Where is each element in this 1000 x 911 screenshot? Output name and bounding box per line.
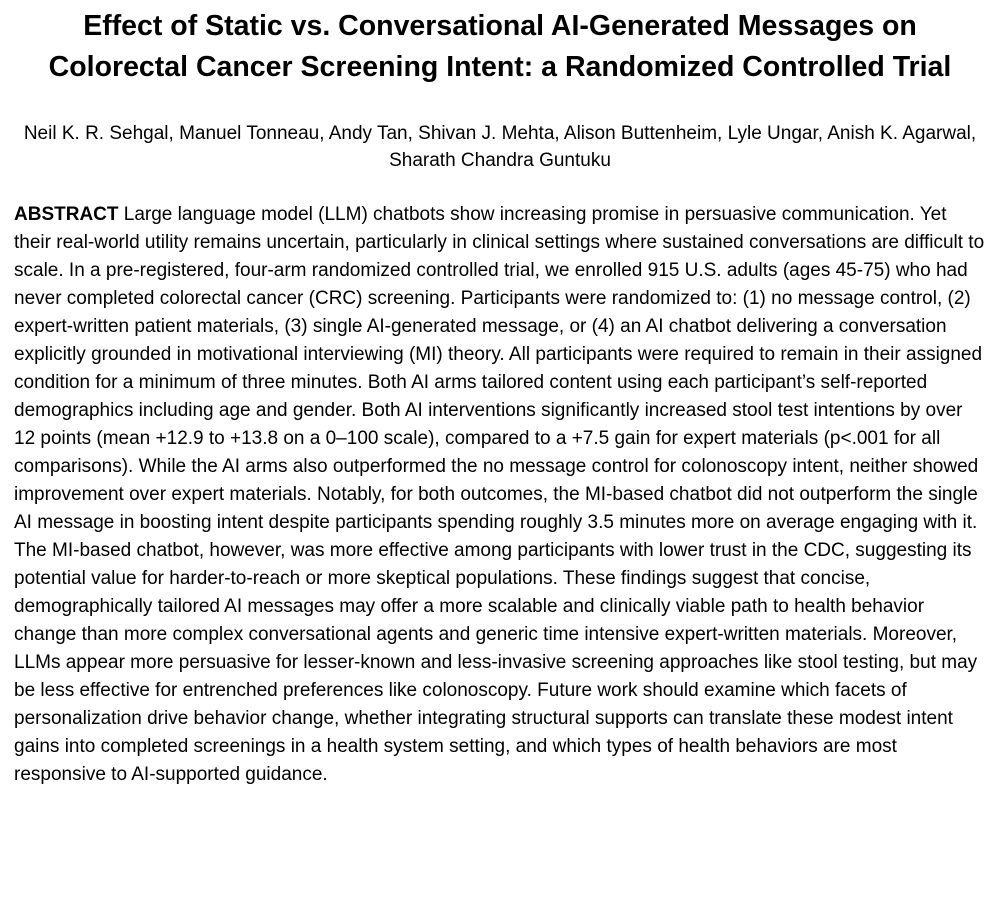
abstract (14, 201, 986, 789)
author-list: Neil K. R. Sehgal, Manuel Tonneau, Andy Tan, Shivan J. Mehta, Alison Buttenheim, Lyle Ungar, Anish K. Agarwal, Sharath Chandra Guntuku (23, 123, 977, 171)
paper-title: Effect of Static vs. Conversational AI-Generated Messages on Colorectal Cancer Screening Intent: a Randomized Controlled Trial (48, 10, 952, 83)
abstract-label: ABSTRACT (14, 204, 119, 225)
abstract-text: Large language model (LLM) chatbots show increasing promise in persuasive communication. Yet their real-world utility remains uncertain, particularly in clinical settings where sustained conversations are difficult to scale. In a pre-registered, four-arm randomized controlled trial, we enrolled 915 U.S. adults (ages 45-75) who had never completed colorectal cancer (CRC) screening. Participants were randomized to: (1) no message control, (2) expert-written patient materials, (3) single AI-generated message, or (4) an AI chatbot delivering a conversation explicitly grounded in motivational interviewing (MI) theory. All participants were required to remain in their assigned condition for a minimum of three minutes. Both AI arms tailored content using each participant’s self-reported demographics including age and gender. Both AI interventions significantly increased stool test intentions by over 12 points (mean +12.9 to +13.8 on a 0–100 scale), compared to a +7.5 gain for expert materials (p<.001 for all comparisons). While the AI arms also outperformed the no message control for colonoscopy intent, neither showed improvement over expert materials. Notably, for both outcomes, the MI-based chatbot did not outperform the single AI message in boosting intent despite participants spending roughly 3.5 minutes more on average engaging with it. The MI-based chatbot, however, was more effective among participants with lower trust in the CDC, suggesting its potential value for harder-to-reach or more skeptical populations. These findings suggest that concise, demographically tailored AI messages may offer a more scalable and clinically viable path to health behavior change than more complex conversational agents and generic time intensive expert-written materials. Moreover, LLMs appear more persuasive for lesser-known and less-invasive screening approaches like stool testing, but may be less effective for entrenched preferences like colonoscopy. Future work should examine which facets of personalization drive behavior change, whether integrating structural supports can translate these modest intent gains into completed screenings in a health system setting, and which types of health behaviors are most responsive to AI-supported guidance. (14, 204, 985, 785)
